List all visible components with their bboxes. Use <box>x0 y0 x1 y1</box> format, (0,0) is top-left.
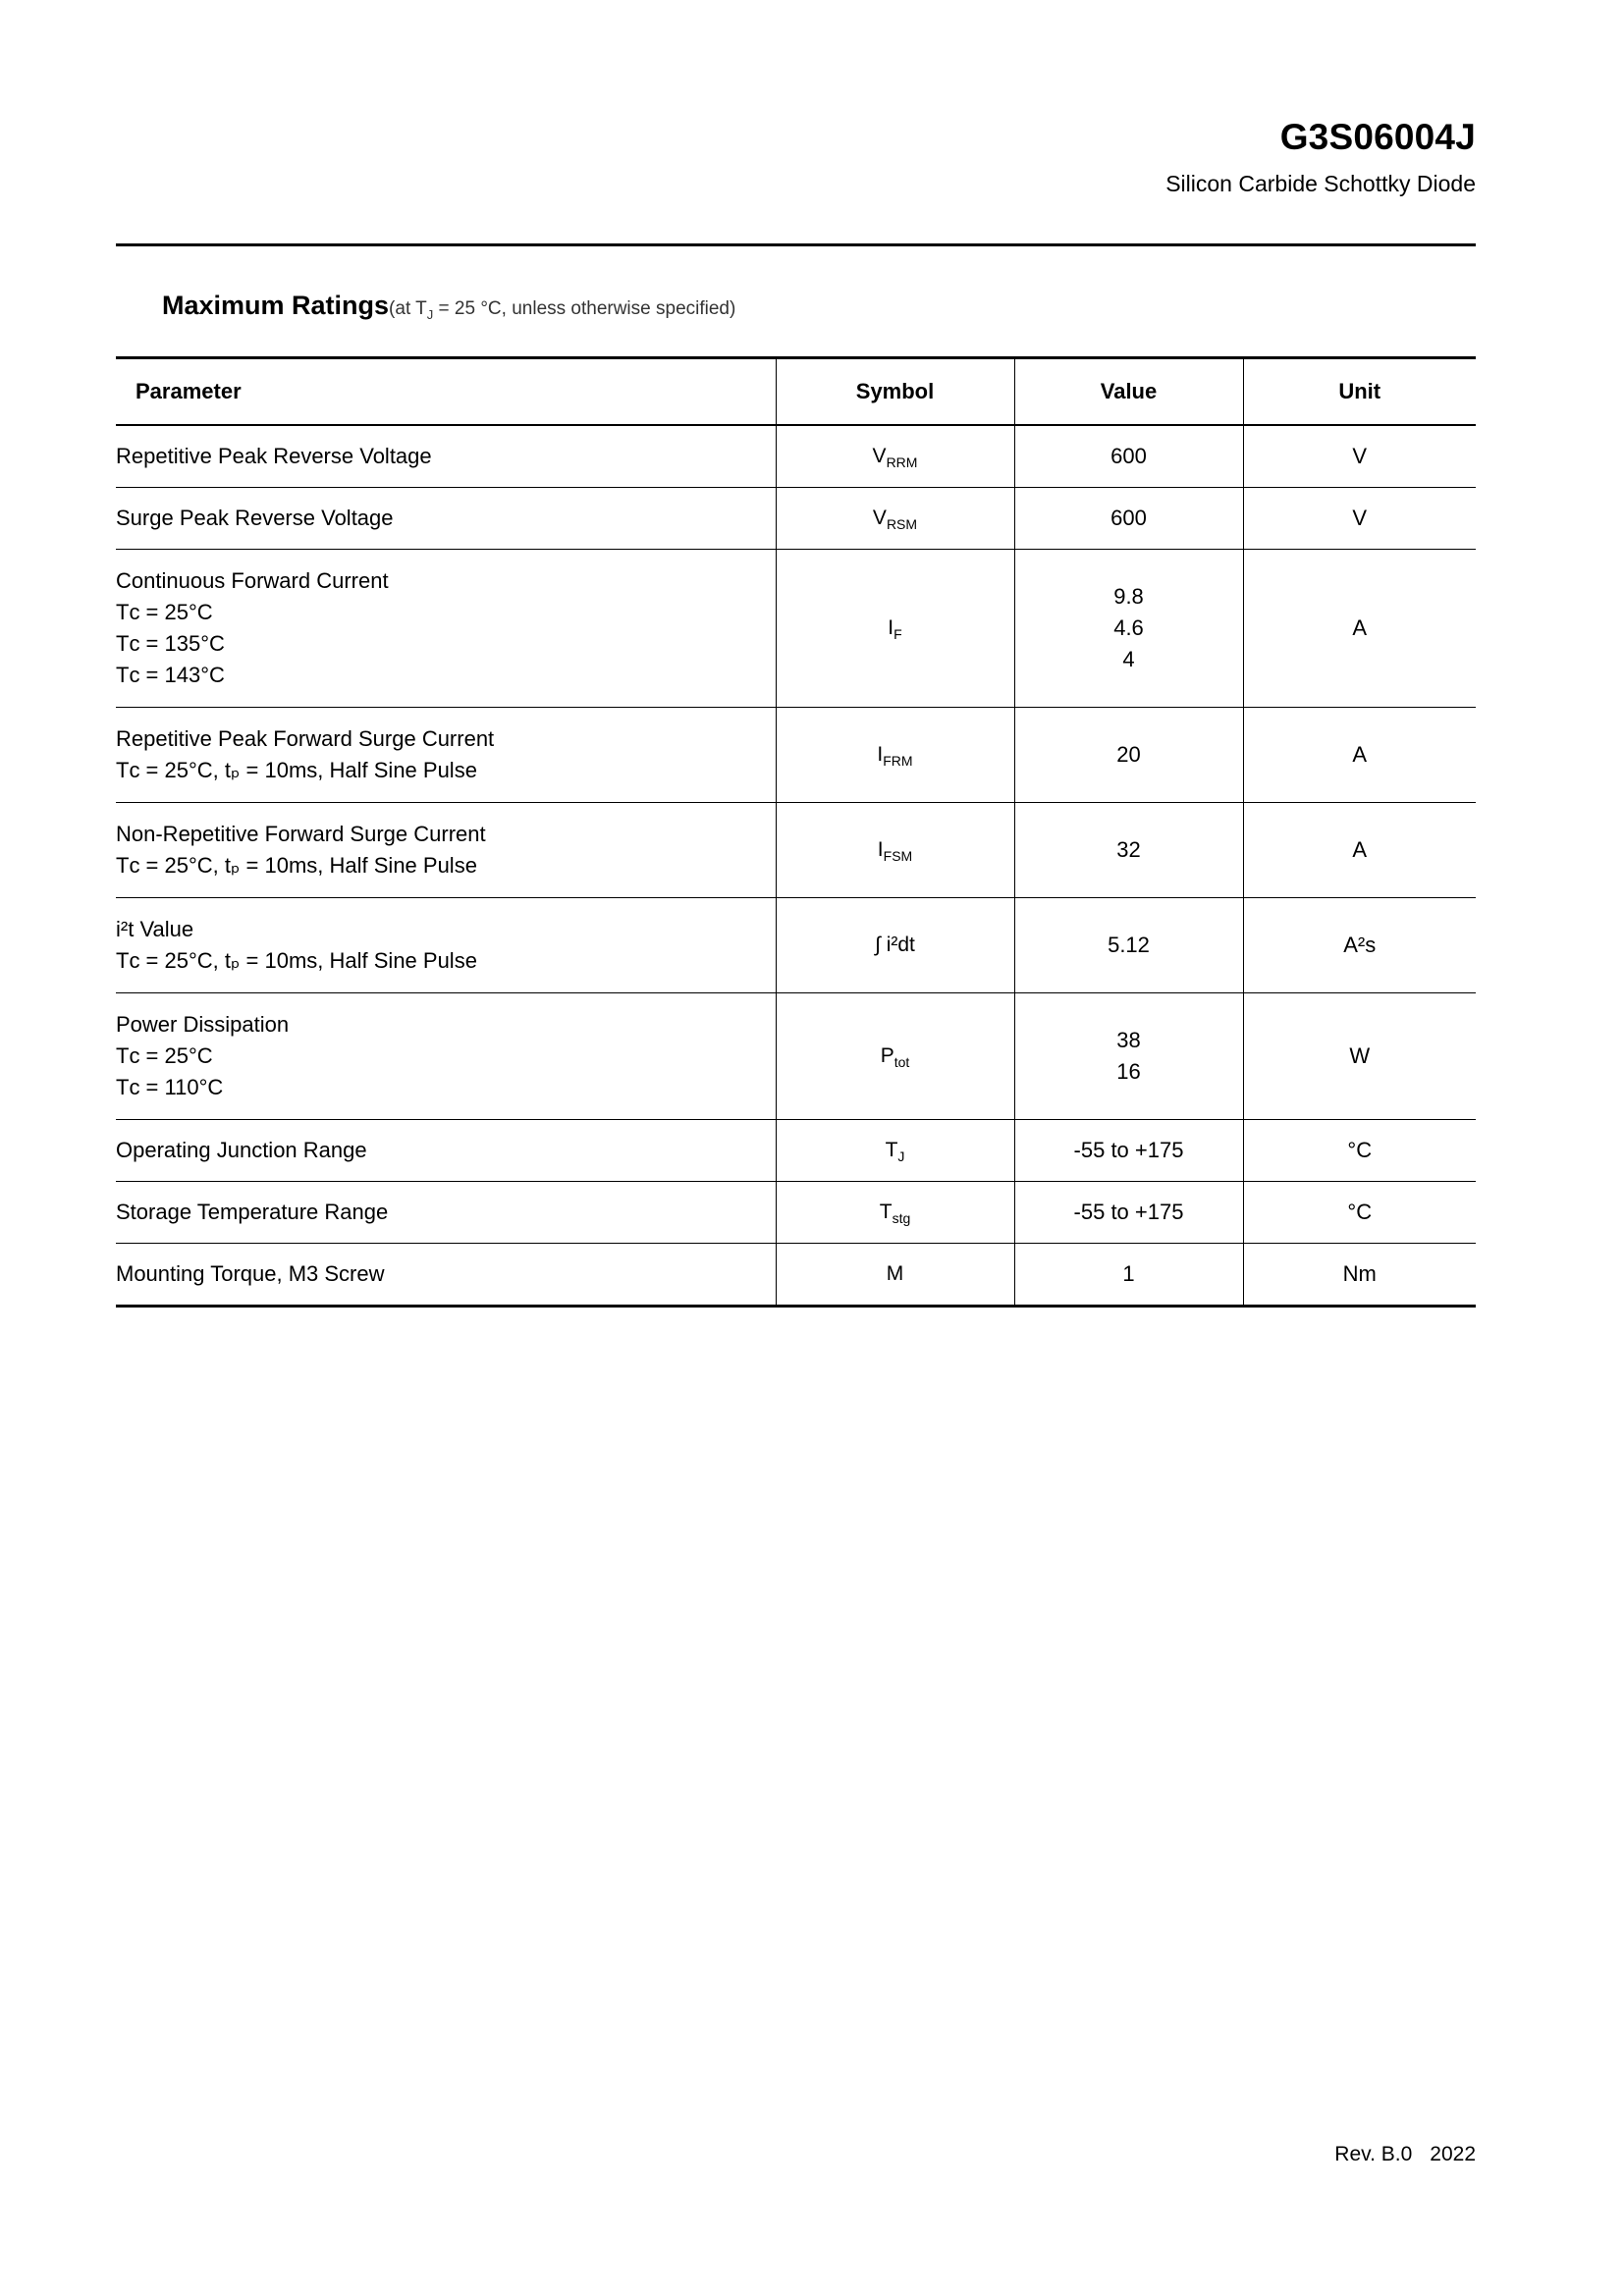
section-title <box>162 291 735 321</box>
parameter-line: Continuous Forward Current <box>116 568 389 594</box>
parameter-line: i²t Value <box>116 917 194 942</box>
value-line: 20 <box>1116 742 1141 768</box>
symbol-base: V <box>872 444 887 467</box>
value-line: -55 to +175 <box>1073 1200 1184 1225</box>
value-line: 16 <box>1116 1059 1141 1084</box>
cell-value <box>1014 993 1243 1120</box>
symbol-base: I <box>877 837 884 861</box>
cell-symbol <box>776 488 1014 550</box>
part-number: G3S06004J <box>1279 117 1476 157</box>
table-row <box>116 1182 1476 1244</box>
cell-value <box>1014 708 1243 803</box>
table-row <box>116 488 1476 550</box>
cell-unit <box>1243 1244 1476 1307</box>
table-row <box>116 425 1476 488</box>
cell-unit <box>1243 708 1476 803</box>
table-row <box>116 803 1476 898</box>
cell-symbol <box>776 1120 1014 1182</box>
symbol-base: T <box>885 1138 898 1161</box>
symbol-base: T <box>879 1200 893 1223</box>
cell-parameter <box>116 1182 776 1244</box>
cell-value <box>1014 1182 1243 1244</box>
parameter-line: Storage Temperature Range <box>116 1200 389 1225</box>
parameter-line: Surge Peak Reverse Voltage <box>116 506 394 531</box>
column-header-value: Value <box>1014 358 1243 426</box>
symbol-subscript: FSM <box>883 847 913 864</box>
cell-value <box>1014 898 1243 993</box>
cell-value <box>1014 1244 1243 1307</box>
condition-subscript: J <box>426 307 434 322</box>
unit-line: V <box>1352 506 1368 531</box>
cell-value <box>1014 425 1243 488</box>
value-line: 1 <box>1122 1261 1135 1287</box>
value-line: -55 to +175 <box>1073 1138 1184 1163</box>
cell-parameter <box>116 1120 776 1182</box>
cell-symbol <box>776 1244 1014 1307</box>
unit-line: A <box>1352 615 1368 641</box>
parameter-line: Tᴄ = 25°C <box>116 600 213 625</box>
symbol-base: I <box>888 615 894 639</box>
value-line: 600 <box>1110 444 1147 469</box>
cell-symbol <box>776 1182 1014 1244</box>
table-row <box>116 1120 1476 1182</box>
condition-suffix: = 25 °C, unless otherwise specified) <box>433 298 736 319</box>
cell-unit <box>1243 803 1476 898</box>
section-title-condition <box>389 298 736 322</box>
section-title-text: Maximum Ratings <box>162 291 390 320</box>
parameter-line: Power Dissipation <box>116 1012 290 1038</box>
column-header-unit: Unit <box>1243 358 1476 426</box>
condition-prefix: (at T <box>389 298 427 319</box>
column-header-parameter: Parameter <box>116 358 776 426</box>
value-line: 4 <box>1122 646 1135 671</box>
symbol-subscript: RRM <box>886 454 918 470</box>
parameter-line: Repetitive Peak Reverse Voltage <box>116 444 432 469</box>
column-header-symbol: Symbol <box>776 358 1014 426</box>
symbol-base: P <box>880 1043 894 1067</box>
cell-unit <box>1243 425 1476 488</box>
cell-symbol <box>776 550 1014 708</box>
cell-value <box>1014 488 1243 550</box>
unit-line: A²s <box>1343 933 1377 958</box>
table-header-row <box>116 358 1476 426</box>
cell-unit <box>1243 1182 1476 1244</box>
value-line: 9.8 <box>1113 584 1144 610</box>
unit-line: Nm <box>1342 1261 1377 1287</box>
unit-line: W <box>1349 1043 1371 1069</box>
parameter-line: Tᴄ = 25°C, tₚ = 10ms, Half Sine Pulse <box>116 948 477 973</box>
table-row <box>116 993 1476 1120</box>
revision-label: Rev. B.0 <box>1334 2143 1413 2165</box>
cell-parameter <box>116 803 776 898</box>
symbol-subscript: FRM <box>883 752 913 769</box>
page-header <box>116 118 1476 196</box>
cell-unit <box>1243 488 1476 550</box>
cell-unit <box>1243 898 1476 993</box>
page-footer <box>1334 2143 1476 2166</box>
table-row <box>116 550 1476 708</box>
table-row <box>116 708 1476 803</box>
cell-unit <box>1243 550 1476 708</box>
unit-line: A <box>1352 837 1368 863</box>
unit-line: °C <box>1347 1138 1373 1163</box>
parameter-line: Mounting Torque, M3 Screw <box>116 1261 385 1287</box>
product-subtitle: Silicon Carbide Schottky Diode <box>1165 170 1476 196</box>
cell-parameter <box>116 488 776 550</box>
cell-unit <box>1243 1120 1476 1182</box>
symbol-subscript: F <box>893 625 902 642</box>
symbol-subscript: stg <box>892 1209 911 1226</box>
cell-symbol <box>776 803 1014 898</box>
cell-value <box>1014 550 1243 708</box>
symbol-subscript: RSM <box>886 515 918 532</box>
cell-parameter <box>116 425 776 488</box>
unit-line: V <box>1352 444 1368 469</box>
cell-parameter <box>116 550 776 708</box>
parameter-line: Non-Repetitive Forward Surge Current <box>116 822 486 847</box>
parameter-line: Tᴄ = 135°C <box>116 631 225 656</box>
value-line: 38 <box>1116 1028 1141 1053</box>
cell-symbol <box>776 708 1014 803</box>
symbol-base: M <box>886 1261 904 1285</box>
value-line: 32 <box>1116 837 1141 863</box>
cell-value <box>1014 803 1243 898</box>
parameter-line: Tᴄ = 25°C, tₚ = 10ms, Half Sine Pulse <box>116 853 477 878</box>
year-label: 2022 <box>1430 2143 1476 2165</box>
cell-parameter <box>116 993 776 1120</box>
cell-value <box>1014 1120 1243 1182</box>
table-row <box>116 1244 1476 1307</box>
cell-symbol <box>776 425 1014 488</box>
unit-line: °C <box>1347 1200 1373 1225</box>
cell-symbol <box>776 898 1014 993</box>
symbol-subscript: J <box>897 1148 905 1164</box>
value-line: 4.6 <box>1113 615 1144 641</box>
unit-line: A <box>1352 742 1368 768</box>
value-line: 5.12 <box>1108 933 1150 958</box>
cell-parameter <box>116 1244 776 1307</box>
cell-parameter <box>116 898 776 993</box>
table-row <box>116 898 1476 993</box>
symbol-base: I <box>877 742 884 766</box>
symbol-base: ∫ i²dt <box>875 933 915 956</box>
symbol-subscript: tot <box>893 1053 910 1070</box>
symbol-base: V <box>872 506 887 529</box>
parameter-line: Tᴄ = 143°C <box>116 662 225 687</box>
cell-parameter <box>116 708 776 803</box>
value-line: 600 <box>1110 506 1147 531</box>
parameter-line: Operating Junction Range <box>116 1138 367 1163</box>
cell-symbol <box>776 993 1014 1120</box>
header-divider <box>116 243 1476 246</box>
maximum-ratings-table <box>116 356 1476 1308</box>
parameter-line: Tᴄ = 110°C <box>116 1074 224 1099</box>
parameter-line: Repetitive Peak Forward Surge Current <box>116 726 495 752</box>
parameter-line: Tᴄ = 25°C, tₚ = 10ms, Half Sine Pulse <box>116 758 477 782</box>
cell-unit <box>1243 993 1476 1120</box>
parameter-line: Tᴄ = 25°C <box>116 1043 213 1069</box>
